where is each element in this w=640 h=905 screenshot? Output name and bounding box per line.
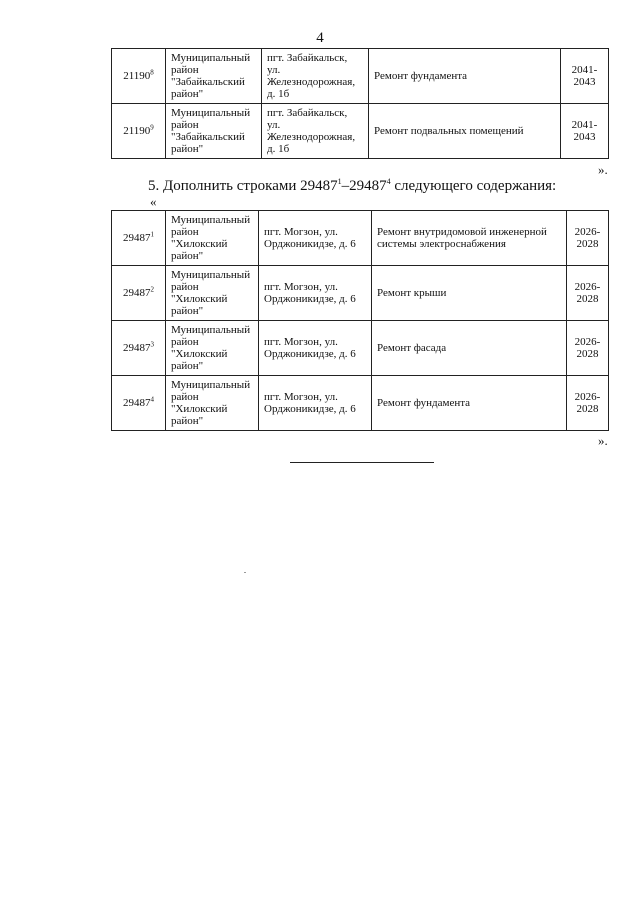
years-cell: 2041- 2043 xyxy=(561,104,609,159)
work-type-cell: Ремонт фундамента xyxy=(372,376,567,431)
table-row xyxy=(112,104,609,159)
address-cell: пгт. Могзон, ул. Орджоникидзе, д. 6 xyxy=(259,376,372,431)
address-cell: пгт. Могзон, ул. Орджоникидзе, д. 6 xyxy=(259,321,372,376)
row-number: 21190$^8$ xyxy=(112,49,166,104)
work-type-cell: Ремонт внутридомовой инженерной системы электроснабжения xyxy=(372,211,567,266)
row-number: 29487$^3$ xyxy=(112,321,166,376)
row-number: 29487$^1$ xyxy=(112,211,166,266)
table-row xyxy=(112,49,609,104)
municipality-cell: Муниципальный район "Забайкальский район" xyxy=(166,49,262,104)
scan-speck xyxy=(244,572,246,573)
section-heading: 5. Дополнить строками 29487$^1$–29487$^4$ следующего содержания: xyxy=(148,177,557,194)
municipality-cell: Муниципальный район "Хилокский район" xyxy=(166,321,259,376)
address-cell: пгт. Забайкальск, ул. Железнодорожная, д. 1б xyxy=(262,104,369,159)
page-number: 4 xyxy=(316,30,324,46)
municipality-cell: Муниципальный район "Хилокский район" xyxy=(166,266,259,321)
closing-quote-mark: ». xyxy=(598,162,608,177)
years-cell: 2026- 2028 xyxy=(567,321,609,376)
table-amendments-zabaikalsky xyxy=(111,48,609,159)
row-number: 21190$^9$ xyxy=(112,104,166,159)
address-cell: пгт. Могзон, ул. Орджоникидзе, д. 6 xyxy=(259,266,372,321)
table-amendments-khilok xyxy=(111,210,609,431)
years-cell: 2026- 2028 xyxy=(567,211,609,266)
address-cell: пгт. Забайкальск, ул. Железнодорожная, д. 1б xyxy=(262,49,369,104)
years-cell: 2026- 2028 xyxy=(567,266,609,321)
years-cell: 2026- 2028 xyxy=(567,376,609,431)
work-type-cell: Ремонт фасада xyxy=(372,321,567,376)
work-type-cell: Ремонт подвальных помещений xyxy=(369,104,561,159)
municipality-cell: Муниципальный район "Хилокский район" xyxy=(166,211,259,266)
municipality-cell: Муниципальный район "Хилокский район" xyxy=(166,376,259,431)
table-row xyxy=(112,266,609,321)
row-number: 29487$^2$ xyxy=(112,266,166,321)
municipality-cell: Муниципальный район "Забайкальский район" xyxy=(166,104,262,159)
opening-quote-mark: « xyxy=(150,194,157,209)
end-divider-line xyxy=(290,462,434,463)
closing-quote-mark: ». xyxy=(598,433,608,448)
work-type-cell: Ремонт фундамента xyxy=(369,49,561,104)
row-number: 29487$^4$ xyxy=(112,376,166,431)
table-row xyxy=(112,211,609,266)
work-type-cell: Ремонт крыши xyxy=(372,266,567,321)
table-row xyxy=(112,376,609,431)
address-cell: пгт. Могзон, ул. Орджоникидзе, д. 6 xyxy=(259,211,372,266)
years-cell: 2041- 2043 xyxy=(561,49,609,104)
table-row xyxy=(112,321,609,376)
